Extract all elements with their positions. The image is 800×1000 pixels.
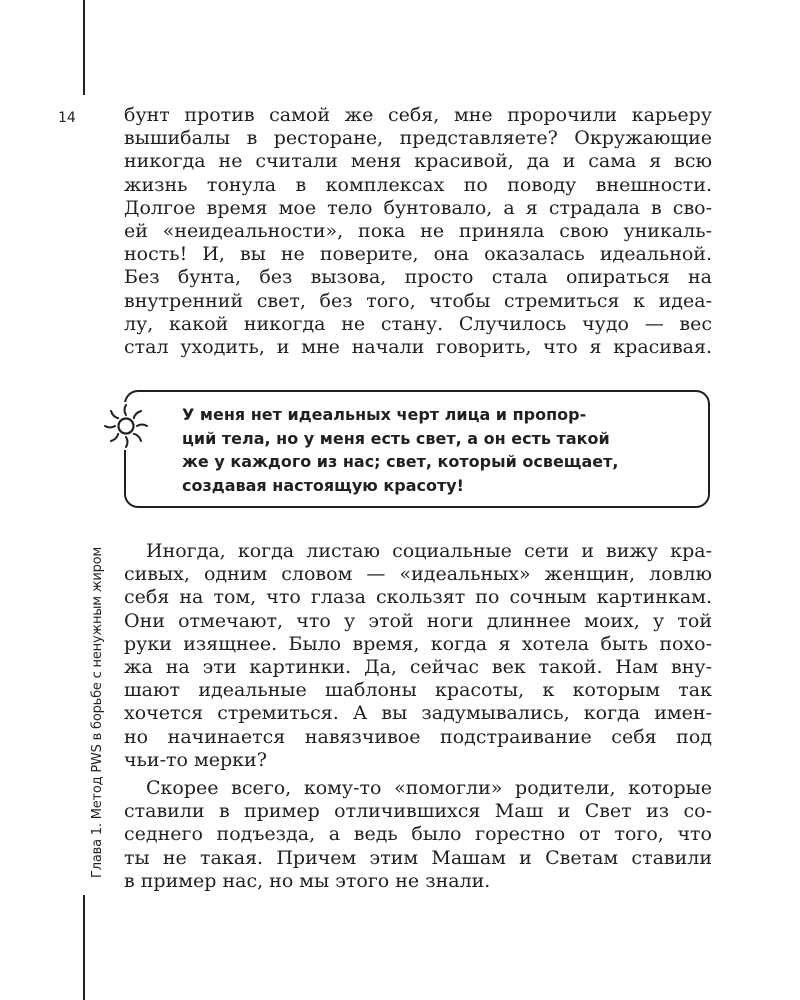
text-line: жизнь тонула в комплексах по поводу внешности. (124, 173, 712, 196)
text-line: чьи-то мерки? (124, 748, 267, 771)
text-line: никогда не считали меня красивой, да и сама я всю (124, 150, 712, 173)
text-line: жа на эти картинки. Да, сейчас век такой. Нам вну- (124, 656, 712, 679)
text-line: ставили в пример отличившихся Маш и Свет из со- (124, 800, 712, 823)
running-head: Глава 1. Метод PWS в борьбе с ненужным жиром (90, 546, 105, 878)
margin-rule-bottom (83, 895, 85, 1000)
paragraph-1 (124, 104, 712, 359)
page-number: 14 (58, 110, 76, 126)
text-line: Иногда, когда листаю социальные сети и вижу кра- (146, 540, 712, 562)
sun-icon (102, 402, 150, 450)
text-line: ей «неидеальности», пока не приняла свою уникаль- (124, 220, 712, 243)
text-line: ты не такая. Причем этим Машам и Светам ставили (124, 846, 712, 869)
text-line: седнего подъезда, а ведь было горестно от того, что (124, 823, 712, 846)
text-line: ность! И, вы не поверите, она оказалась идеальной. (124, 243, 712, 266)
text-line: Без бунта, без вызова, просто стала опираться на (124, 266, 712, 289)
text-line: Они отмечают, что у этой ноги длиннее моих, у той (124, 609, 712, 632)
paragraph-3 (124, 777, 712, 893)
quote-line: создавая настоящую красоту! (182, 475, 464, 495)
text-line: себя на том, что глаза скользят по сочным картинкам. (124, 586, 712, 609)
text-line: вышибалы в ресторане, представляете? Окружающие (124, 127, 712, 150)
text-line: руки изящнее. Было время, когда я хотела быть похо- (124, 632, 712, 655)
text-line: бунт против самой же себя, мне пророчили карьеру (124, 104, 712, 126)
quote-line: У меня нет идеальных черт лица и пропор- (182, 405, 587, 424)
text-line: в пример нас, но мы этого не знали. (124, 869, 491, 892)
text-line: лу, какой никогда не стану. Случилось чудо — вес (124, 312, 712, 335)
text-line: Скорее всего, кому-то «помогли» родители, которые (146, 777, 712, 799)
text-line: шают идеальные шаблоны красоты, к которым так (124, 679, 712, 702)
quote-box (124, 390, 710, 508)
text-line: но начинается навязчивое подстраивание себя под (124, 725, 712, 748)
quote-text (182, 403, 660, 497)
quote-line: ций тела, но у меня есть свет, а он есть такой (182, 428, 610, 448)
quote-line: же у каждого из нас; свет, который освещает, (182, 452, 619, 471)
paragraph-2 (124, 540, 712, 772)
text-line: стал уходить, и мне начали говорить, что я красивая. (124, 336, 712, 359)
text-line: Долгое время мое тело бунтовало, а я страдала в сво- (124, 196, 712, 219)
margin-rule-top (83, 0, 85, 95)
text-line: хочется стремиться. А вы задумывались, когда имен- (124, 702, 712, 725)
text-line: внутренний свет, без того, чтобы стремиться к идеа- (124, 289, 712, 312)
text-line: сивых, одним словом — «идеальных» женщин, ловлю (124, 563, 712, 586)
